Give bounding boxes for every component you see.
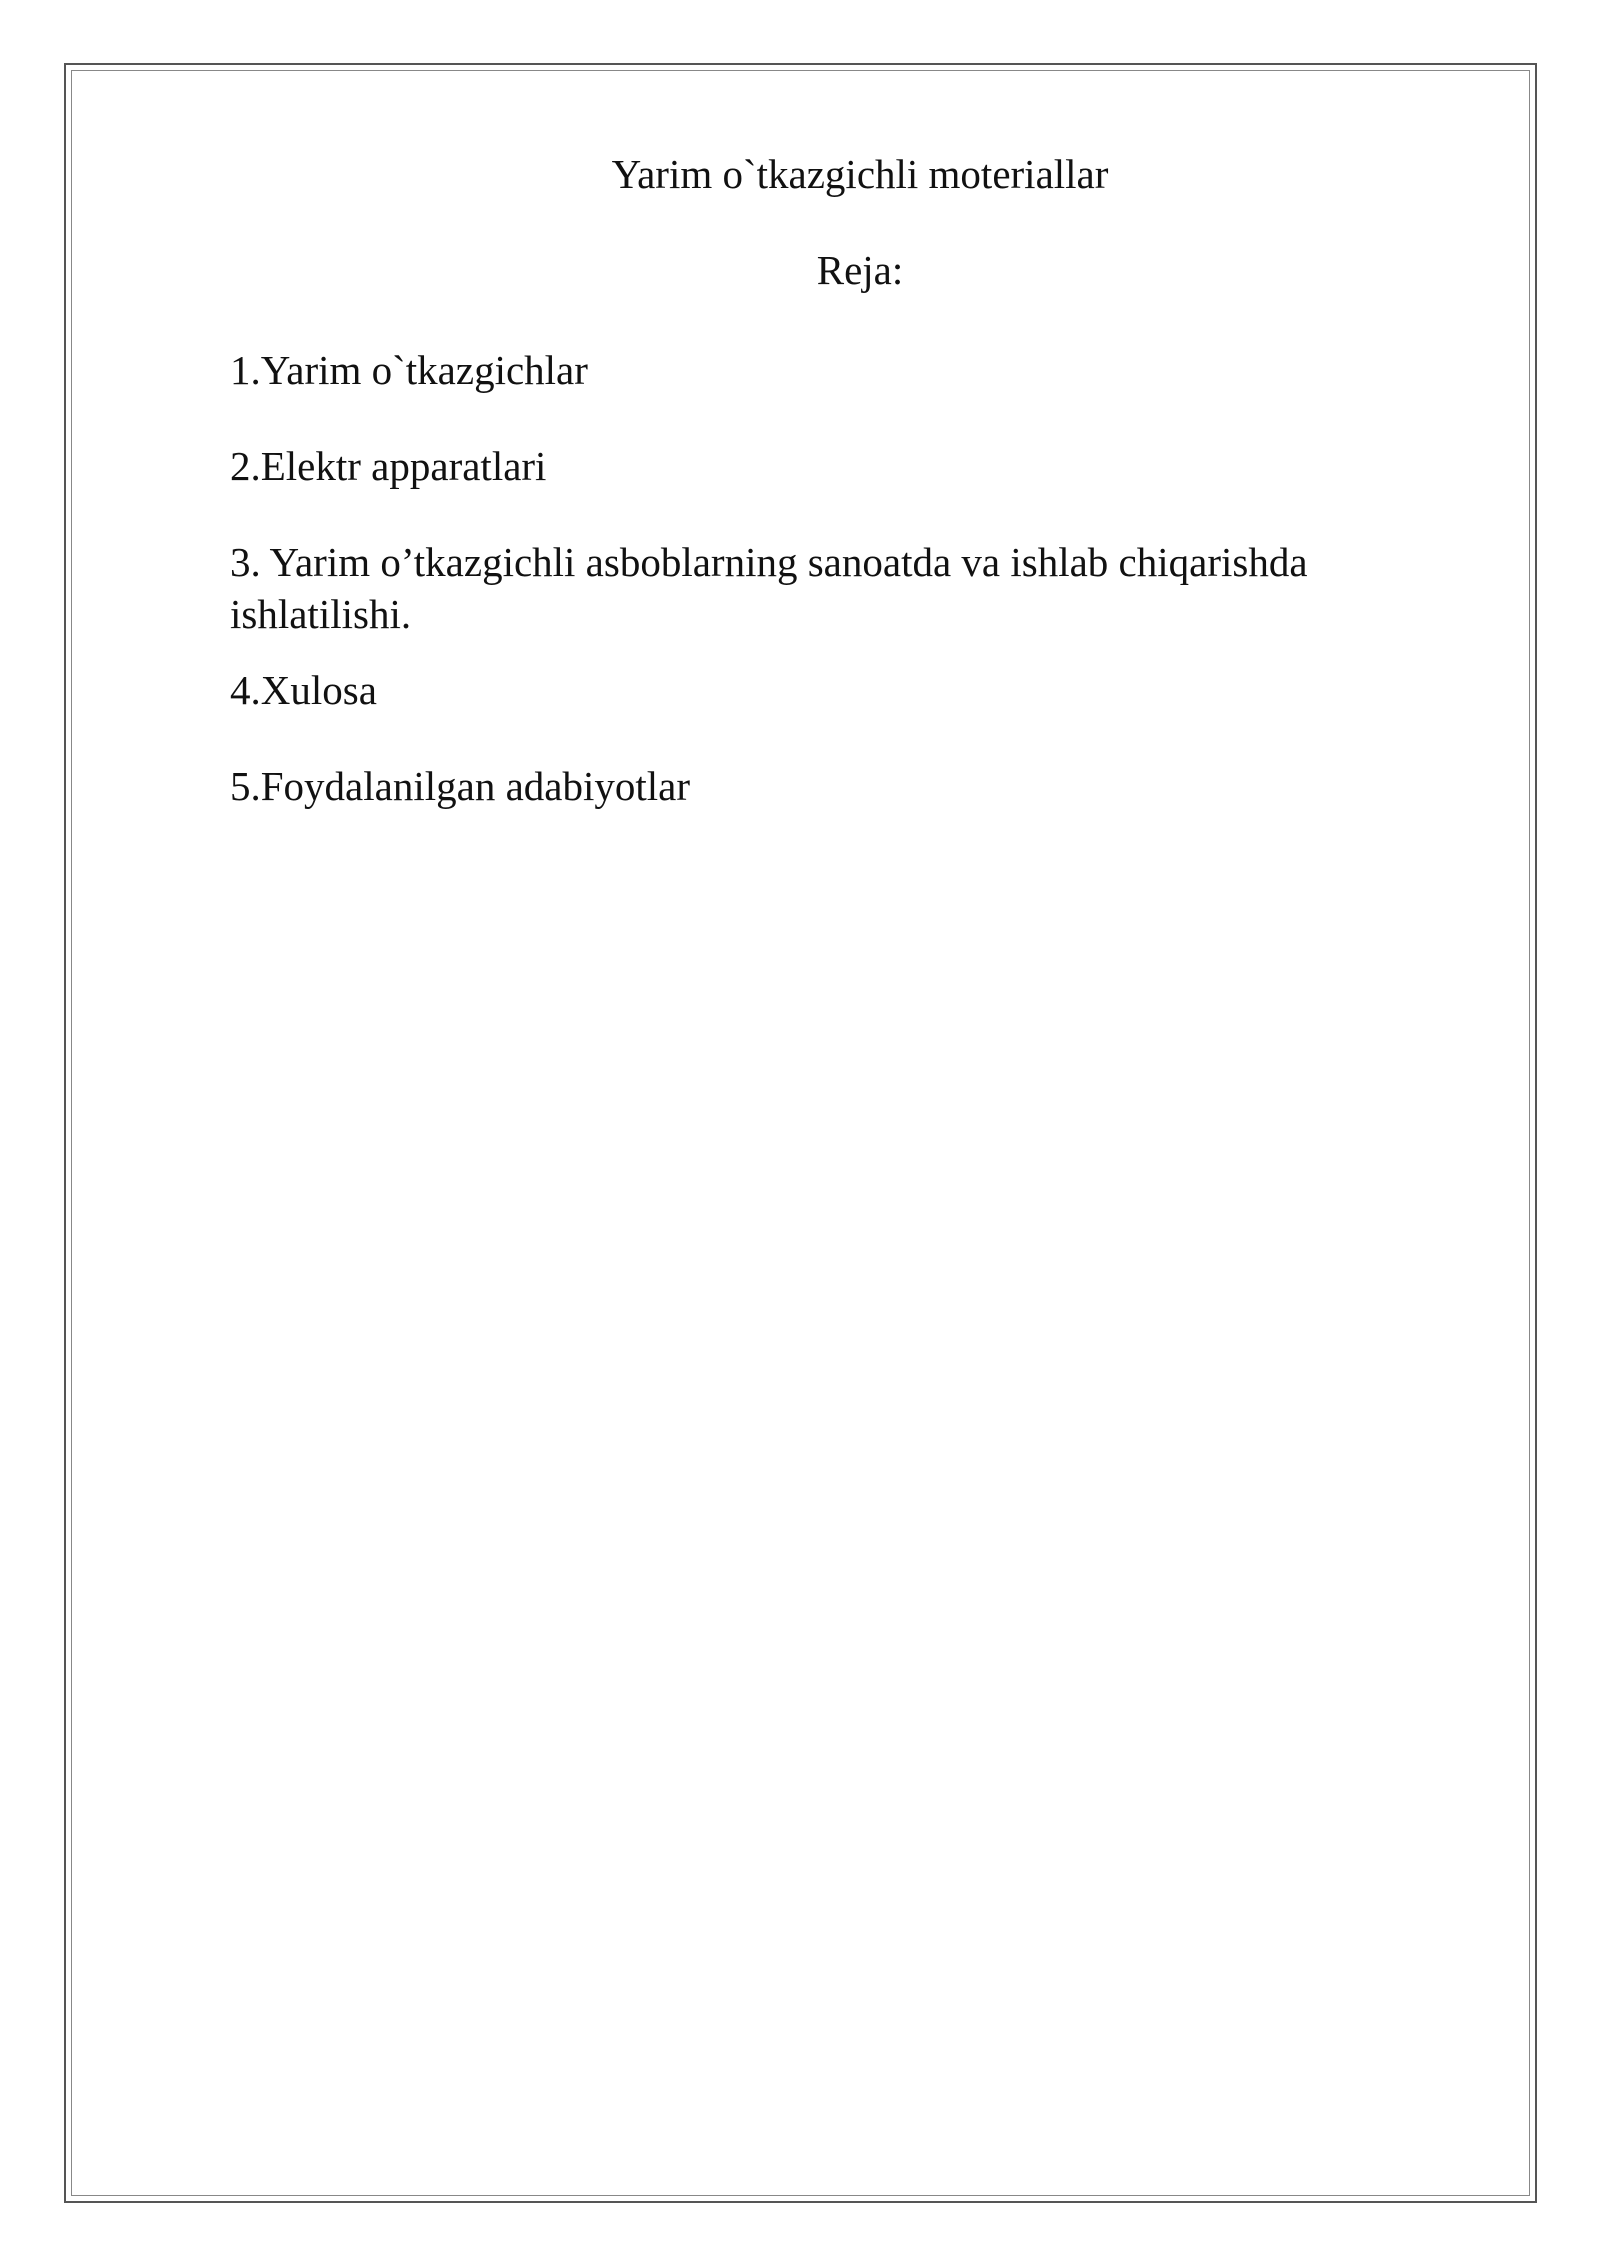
- plan-item: 3. Yarim o’tkazgichli asboblarning sanoatda va ishlab chiqarishda ishlatilishi.: [230, 539, 1308, 637]
- plan-item: 1.Yarim o`tkazgichlar: [230, 347, 588, 393]
- plan-item: 2.Elektr apparatlari: [230, 443, 547, 489]
- plan-heading: Reja:: [816, 247, 904, 293]
- plan-item: 4.Xulosa: [230, 667, 377, 713]
- document-title: Yarim o`tkazgichli moteriallar: [611, 151, 1109, 197]
- plan-item: 5.Foydalanilgan adabiyotlar: [230, 763, 690, 809]
